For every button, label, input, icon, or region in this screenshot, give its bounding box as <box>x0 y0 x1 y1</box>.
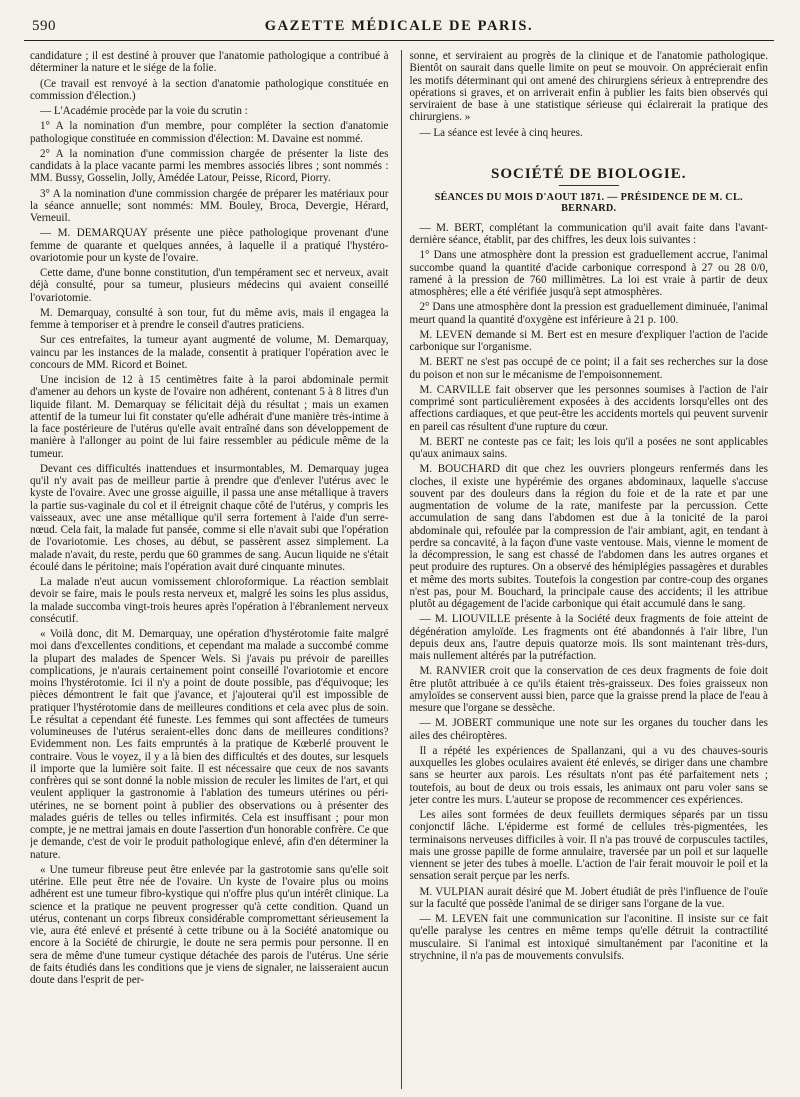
spacer <box>409 142 768 158</box>
paragraph: M. LEVEN demande si M. Bert est en mesure d'expliquer l'action de l'acide carbonique sur l'organisme. <box>409 328 768 353</box>
page-number: 590 <box>32 18 56 34</box>
paragraph: Cette dame, d'une bonne constitution, d'un tempérament sec et nerveux, avait déjà consulté, pour sa tumeur, plusieurs médecins qui avaient conseillé l'ovariotomie. <box>30 267 389 304</box>
paragraph: — M. BERT, complétant la communication qu'il avait faite dans l'avant-dernière séance, établit, par des chiffres, les deux lois suivantes : <box>409 221 768 246</box>
paragraph: 3° A la nomination d'une commission chargée de préparer les matériaux pour la séance annuelle; sont nommés: MM. Bouley, Broca, Devergie, Hérard, Verneuil. <box>30 187 389 224</box>
paragraph: M. BERT ne conteste pas ce fait; les lois qu'il a posées ne sont applicables qu'aux animaux sains. <box>409 435 768 460</box>
journal-title: GAZETTE MÉDICALE DE PARIS. <box>264 18 534 34</box>
paragraph: 2° A la nomination d'une commission chargée de présenter la liste des candidats à la place vacante parmi les membres associés libres ; sont nommés : MM. Bussy, Gosselin, Jolly, Amédée Latour, Peisse, Ricord, Piorry. <box>30 147 389 185</box>
section-subtitle: SÉANCES DU MOIS D'AOUT 1871. — PRÉSIDENCE DE M. CL. BERNARD. <box>434 191 743 214</box>
paragraph: — M. LIOUVILLE présente à la Société deux fragments de foie atteint de dégénération amyloïde. Les fragments ont été abandonnés à l'air libre, l'un depuis deux ans, l'autre depuis quatorze mois. Ils sont maintenant très-durs, mais nullement altérés par la putréfaction. <box>409 613 768 662</box>
paragraph: Sur ces entrefaites, la tumeur ayant augmenté de volume, M. Demarquay, vaincu par les instances de la malade, consentit à pratiquer l'opération avec le concours de MM. Ricord et Boinet. <box>30 334 389 371</box>
column-divider <box>401 50 402 1089</box>
paragraph: (Ce travail est renvoyé à la section d'anatomie pathologique constituée en commission d'élection.) <box>30 77 389 102</box>
paragraph: sonne, et serviraient au progrès de la clinique et de l'anatomie pathologique. Bientôt on saurait dans quelle limite on peut se mouvoir. On apprécierait enfin les motifs déterminant qui ont amené des chirurgiens sérieux à entreprendre des opérations si graves, et on arriverait enfin à publier les faits bien observés qui serviraient de base à une statistique sérieuse qui éclairerait la pratique des chirurgiens. » <box>409 50 768 124</box>
left-column <box>30 50 395 1089</box>
paragraph: M. BOUCHARD dit que chez les ouvriers plongeurs renfermés dans les cloches, il existe une hypérémie des organes abdominaux, laquelle s'accuse souvent par des douleurs dans la région du foie et de la rate et par une augmentation de volume de la rate, manifeste par la percussion. Cette accumulation de sang dans l'abdomen est due à la tonicité de la paroi abdominale qui, refoulée par la compression de l'air ambiant, agit, en tendant à perdre sa concavité, à la façon d'une vaste ventouse. Mais, vienne le moment de la décompression, le sang est chassé de l'abdomen dans les autres organes et peut produire des ruptures. On a observé des hémiplégies passagères et durables et même des morts subites. Toutefois la congestion par contre-coup des organes n'est pas, pour M. Bouchard, la principale cause des accidents; il les attribue plutôt au dégagement de l'acide carbonique qui était accumulé dans le sang. <box>409 463 768 610</box>
paragraph: « Une tumeur fibreuse peut être enlevée par la gastrotomie sans qu'elle soit utérine. Elle peut être née de l'ovaire. Un kyste de l'ovaire plus ou moins adhérent est une tumeur fibro-kystique qui n'offre plus qu'un intérêt clinique. La science et la pratique ne peuvent progresser qu'à cette condition. Quand un utérus, contenant un corps fibreux considérable compromettant sérieusement la vie, aura été enlevé et présenté à cette tribune ou à la Société anatomique ou encore à la Société de chirurgie, le doute ne sera permis pour personne. Il en sera de même d'une tumeur cystique détachée des parois de l'utérus. Une série de faits étudiés dans les conditions que je viens de signaler, ne laisseraient aucun doute dans l'esprit de per- <box>30 863 389 986</box>
paragraph: M. RANVIER croit que la conservation de ces deux fragments de foie doit être plutôt attribuée à ce qu'ils étaient très-graisseux. Des foies graisseux non amyloïdes se conservent aussi bien, parce que la graisse prend la place de l'eau à mesure que l'organe se dessèche. <box>409 665 768 714</box>
paragraph: M. VULPIAN aurait désiré que M. Jobert étudiât de près l'influence de l'ouïe sur la faculté que possède l'animal de se diriger sans l'organe de la vue. <box>409 885 768 910</box>
paragraph: Il a répété les expériences de Spallanzani, qui a vu des chauves-souris auxquelles les globes oculaires avaient été enlevés, se diriger dans une chambre sans se heurter aux parois. Les résultats n'ont pas été parfaitement nets ; toutefois, au bout de deux ou trois essais, les animaux ont paru voler sans se jeter contre les murs. L'auteur se propose de recommencer ces expériences. <box>409 744 768 806</box>
paragraph: — M. JOBERT communique une note sur les organes du toucher dans les ailes des chéiroptères. <box>409 717 768 742</box>
paragraph: 1° A la nomination d'un membre, pour compléter la section d'anatomie pathologique constituée en commission d'élection: M. Davaine est nommé. <box>30 120 389 145</box>
text-columns <box>30 50 768 1089</box>
paragraph: — M. LEVEN fait une communication sur l'aconitine. Il insiste sur ce fait qu'elle paralyse les centres en même temps qu'elle détruit la contractilité musculaire. Si l'animal est intoxiqué simultanément par l'aconitine et la strychnine, il n'a pas de mouvements convulsifs. <box>409 913 768 962</box>
paragraph: — M. DEMARQUAY présente une pièce pathologique provenant d'une femme de quarante et quelques années, à laquelle il a pratiqué l'hystéro-ovariotomie pour un kyste de l'ovaire. <box>30 227 389 264</box>
paragraph: Devant ces difficultés inattendues et insurmontables, M. Demarquay jugea qu'il n'y avait pas de meilleur partie à prendre que d'enlever l'utérus avec le kyste de l'ovaire. Avec une grosse aiguille, il passa une anse métallique à travers la partie sus-vaginale du col et il étreignit chaque côté de l'utérus, y compris les vaisseaux, avec une anse métallique qu'il serra fortement à l'aide d'un serre-nœud. Cela fait, la malade fut pansée, comme si elle n'avait subi que l'opération de l'ovariotomie. Les choses, au début, se passèrent assez simplement. La malade n'avait, du reste, perdu que 60 grammes de sang. Aucun liquide ne s'était écoulé dans le péritoine; mais l'opération avait duré cinquante minutes. <box>30 462 389 573</box>
section-title-underline <box>559 185 619 186</box>
paragraph: — L'Académie procède par la voie du scrutin : <box>40 105 248 117</box>
paragraph: M. BERT ne s'est pas occupé de ce point; il a fait ses recherches sur la dose du poison et non sur le mécanisme de l'empoisonnement. <box>409 356 768 381</box>
paragraph: La malade n'eut aucun vomissement chloroformique. La réaction semblait devoir se faire, mais le pouls resta nerveux et, malgré les soins les plus assidus, la malade succomba vingt-trois heures après l'opération à l'ébranlement nerveux consécutif. <box>30 576 389 625</box>
paragraph: M. CARVILLE fait observer que les personnes soumises à l'action de l'air comprimé sont particulièrement exposées à des accidents lorsqu'elles ont des affections cardiaques, et que peut-être les accidents mortels qui peuvent survenir en pareil cas résultent d'une rupture du cœur. <box>409 383 768 433</box>
page-header <box>24 18 774 41</box>
paragraph: Les ailes sont formées de deux feuillets dermiques séparés par un tissu conjonctif lâche. L'épiderme est formé de cellules très-pigmentées, les terminaisons nerveuses difficiles à voir. Il n'a pas trouvé de corpuscules tactiles, mais une grosse papille de forme annulaire, traversée par un poil et sur laquelle viennent se jeter des tubes à moelle. L'action de l'air ferait mouvoir le poil et la sensation serait perçue par les nerfs. <box>409 809 768 883</box>
right-column <box>407 50 768 1089</box>
paragraph: — La séance est levée à cinq heures. <box>419 126 583 139</box>
paragraph: Une incision de 12 à 15 centimètres faite à la paroi abdominale permit d'amener au dehors un kyste de l'ovaire non adhérent, contenant 5 à 8 litres d'un liquide filant. M. Demarquay se félicitait déjà du résultat ; mais un examen attentif de la tumeur lui fit constater qu'elle adhérait d'une manière très-intime à la face postérieure de l'utérus qu'elle avait entraîné dans son développement de manière à l'allonger au point de lui faire ressembler au pédicule même de la tumeur. <box>30 374 389 460</box>
paragraph: 2° Dans une atmosphère dont la pression est graduellement diminuée, l'animal meurt quand la quantité d'oxygène est inférieure à 21 p. 100. <box>409 301 768 326</box>
paragraph: candidature ; il est destiné à prouver que l'anatomie pathologique a contribué à déterminer la nature et le siége de la folie. <box>30 50 389 75</box>
section-title: SOCIÉTÉ DE BIOLOGIE. <box>490 165 687 182</box>
paragraph: 1° Dans une atmosphère dont la pression est graduellement accrue, l'animal succombe quand la quantité d'acide carbonique correspond à 27 ou 28 0/0, ramené à la pression de 760 millimètres. La loi est vraie à partir de deux atmosphères; elle a été vérifiée jusqu'à sept atmosphères. <box>409 249 768 298</box>
paragraph: « Voilà donc, dit M. Demarquay, une opération d'hystérotomie faite malgré moi dans d'excellentes conditions, et cependant ma malade a succombé comme la plupart des malades de Spencer Wels. Si j'avais pu prévoir de pareilles complications, je n'aurais certainement point conseillé l'ovariotomie et encore moins l'hystérotomie. Ici il n'y a point de doute possible, pas d'équivoque; les pièces démontrent le fait que j'avance, et j'ajouterai qu'il est impossible de pratiquer l'hystérotomie dans de meilleures conditions et cela avec plus de soin. Le résultat a cependant été funeste. Les femmes qui sont affectées de tumeurs volumineuses de l'utérus seraient-elles donc dans de meilleures conditions? Evidemment non. Les faits empruntés à la pratique de Kœberlé prouvent le contraire. Vous le voyez, il y a là bien des difficultés et des doutes, sur lesquels il importe que la lumière soit faite. Il est nécessaire que ceux de nos savants confrères qui se sont donné la noble mission de reculer les limites de l'art, et qui veulent appliquer la gastronomie à l'ablation des tumeurs utérines ou péri-utérines, ne se bornent point à publier des observations ou à présenter des malades guéris de telles ou telles infirmités. Cela est insuffisant ; pour mon compte, je ne mettrai jamais en doute l'assertion d'un honorable confrère. Ce que je demande, c'est de voir le produit pathologique enlevé, afin d'en déterminer la nature. <box>30 628 389 861</box>
paragraph: M. Demarquay, consulté à son tour, fut du même avis, mais il engagea la femme à temporiser et à prendre le conseil d'autres praticiens. <box>30 306 389 331</box>
